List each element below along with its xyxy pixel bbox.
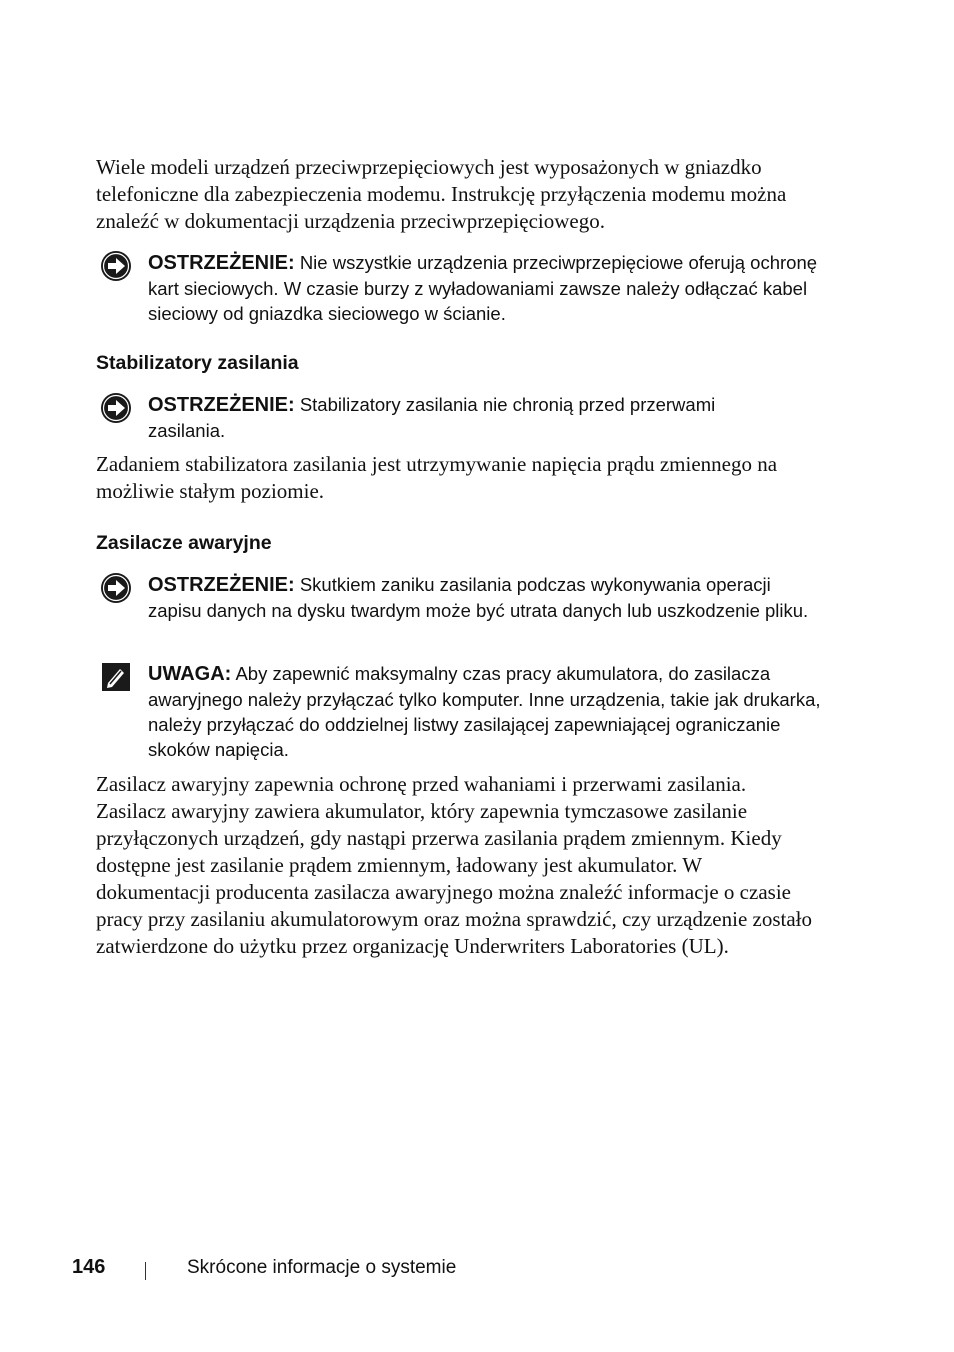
note-label: UWAGA: [148,663,232,685]
warning-circle-icon [100,572,132,609]
section-heading-stabilizers: Stabilizatory zasilania [96,352,299,374]
warning-notice [96,250,836,326]
warning-label: OSTRZEŻENIE: [148,252,295,274]
footer-divider [145,1262,146,1280]
stabilizers-paragraph: Zadaniem stabilizatora zasilania jest utrzymywanie napięcia prądu zmiennego na możliwie stałym poziomie. [96,452,778,503]
footer-section-title: Skrócone informacje o systemie [187,1257,457,1278]
warning-circle-icon [100,250,132,287]
intro-paragraph: Wiele modeli urządzeń przeciwprzepięciowych jest wyposażonych w gniazdko telefoniczne dla zabezpieczenia modemu. Instrukcję przyłączenia modemu można znaleźć w dokumentacji urządzenia przeciwprzepięciowego. [96,155,787,233]
warning-circle-icon [100,392,132,429]
warning-label: OSTRZEŻENIE: [148,574,295,596]
section-heading-ups: Zasilacze awaryjne [96,532,272,554]
warning-text: Nie wszystkie urządzenia przeciwprzepięciowe oferują ochronę kart sieciowych. W czasie burzy z wyładowaniami zawsze należy odłączać kabel sieciowy od gniazdka sieciowego w ścianie. [148,252,818,324]
warning-text: Skutkiem zaniku zasilania podczas wykonywania operacji zapisu danych na dysku twardym może być utrata danych lub uszkodzenie pliku. [148,574,809,621]
warning-notice [96,392,836,443]
warning-notice [96,572,836,623]
ups-paragraph: Zasilacz awaryjny zapewnia ochronę przed wahaniami i przerwami zasilania. Zasilacz awaryjny zawiera akumulator, który zapewnia tymczasowe zasilanie przyłączonych urządzeń, gdy nastąpi przerwa zasilania prądem zmiennym. Kiedy dostępne jest zasilanie prądem zmiennym, ładowany jest akumulator. W dokumentacji producenta zasilacza awaryjnego można znaleźć informacje o czasie pracy przy zasilaniu akumulatorowym oraz można sprawdzić, czy urządzenie zostało zatwierdzone do użytku przez organizację Underwriters Laboratories (UL). [96,772,813,958]
note-text: Aby zapewnić maksymalny czas pracy akumulatora, do zasilacza awaryjnego należy przyłączać tylko komputer. Inne urządzenia, takie jak drukarka, należy przyłączać do oddzielnej listwy zasilającej zapewniającej ograniczanie skoków napięcia. [148,663,821,760]
note-notice [96,661,836,762]
note-pencil-icon [102,663,130,696]
warning-label: OSTRZEŻENIE: [148,394,295,416]
warning-text: Stabilizatory zasilania nie chronią przed przerwami zasilania. [148,394,716,441]
page-footer [72,1256,672,1284]
page-number: 146 [72,1256,106,1278]
